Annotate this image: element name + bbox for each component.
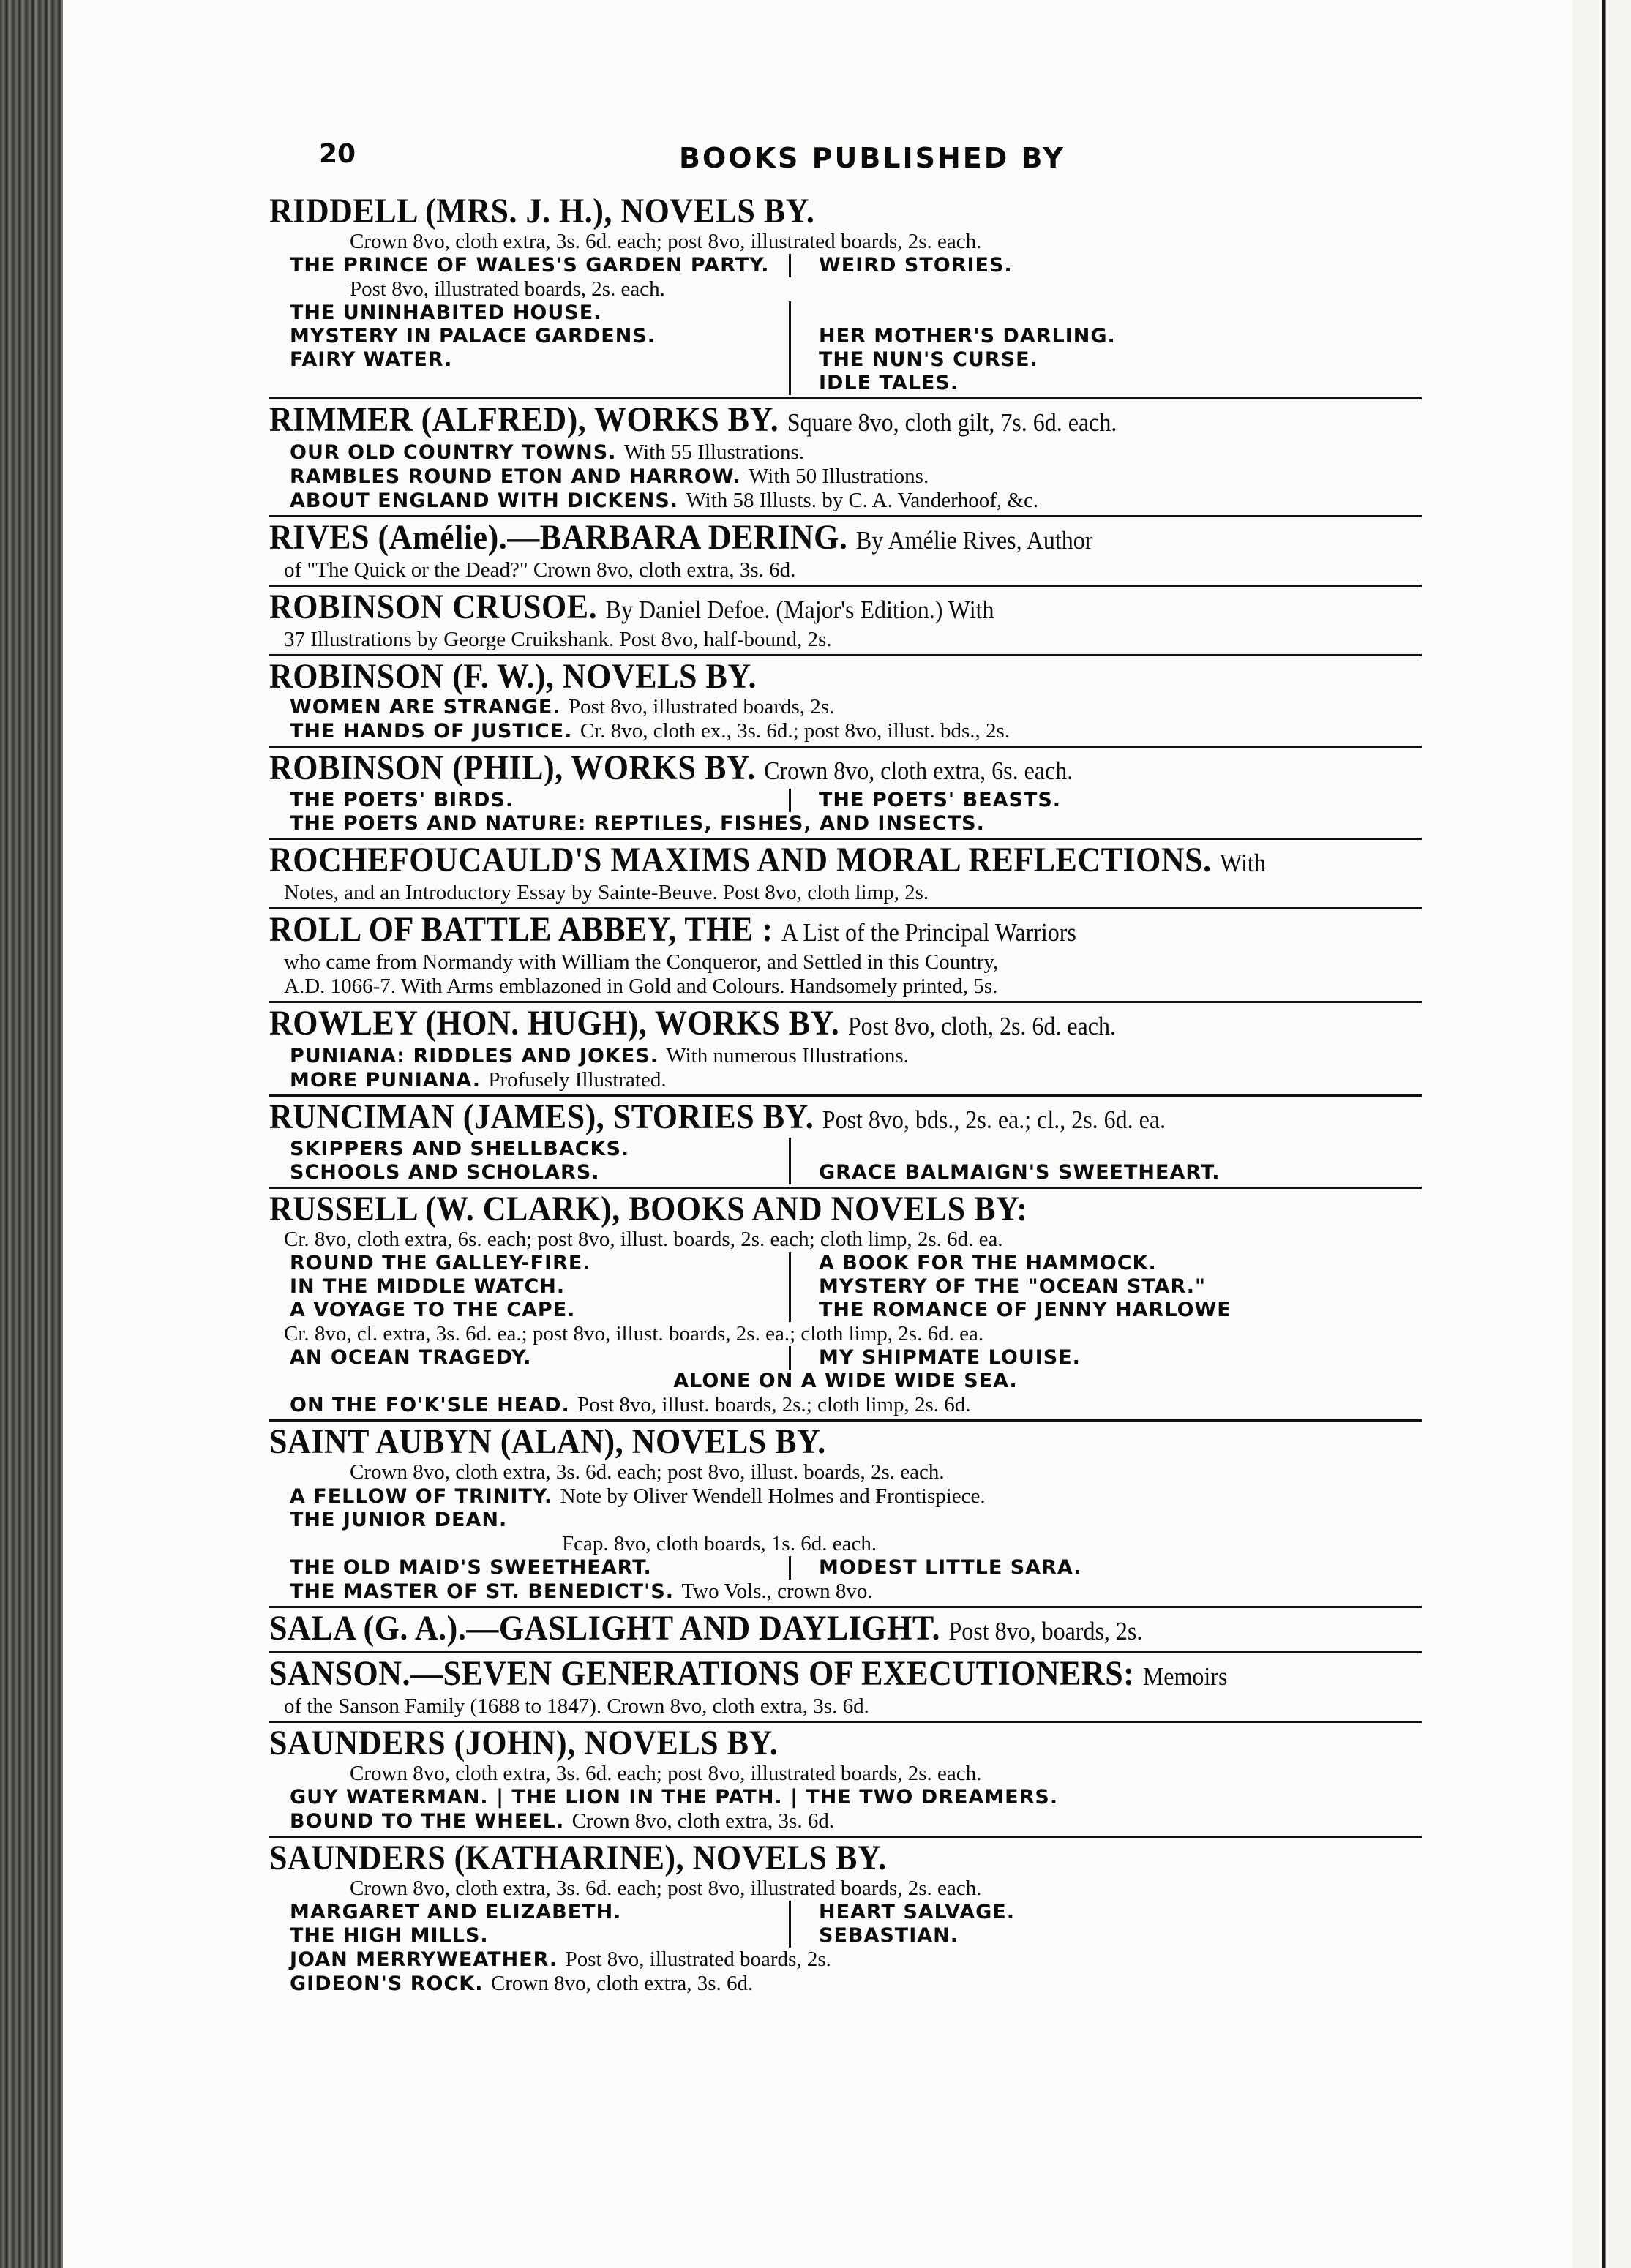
book-title-line xyxy=(269,1948,1422,1972)
book-title-line xyxy=(269,465,1422,489)
book-title: OUR OLD COUNTRY TOWNS. xyxy=(290,441,617,464)
book-title: JOAN MERRYWEATHER. xyxy=(290,1948,558,1971)
entry-heading-text: SAUNDERS (JOHN), NOVELS BY. xyxy=(269,1724,779,1762)
entry-heading-text: ROCHEFOUCAULD'S MAXIMS AND MORAL REFLECTIONS. xyxy=(269,840,1212,879)
entry-heading-text: RIDDELL (MRS. J. H.), NOVELS BY. xyxy=(269,192,815,230)
entry-heading xyxy=(269,192,1422,231)
entry-heading xyxy=(269,1422,1422,1462)
titles-right-column xyxy=(791,1901,1015,1948)
entry-description: 37 Illustrations by George Cruikshank. Post 8vo, half-bound, 2s. xyxy=(284,628,832,651)
entry-heading-text: RUSSELL (W. CLARK), BOOKS AND NOVELS BY: xyxy=(269,1190,1028,1228)
catalogue-entry xyxy=(269,1610,1422,1653)
book-title: ON THE FO'K'SLE HEAD. xyxy=(290,1394,570,1416)
book-title: AN OCEAN TRAGEDY. xyxy=(290,1346,532,1369)
book-title: ABOUT ENGLAND WITH DICKENS. xyxy=(290,489,679,512)
book-title-line xyxy=(269,440,1422,465)
book-title: THE HIGH MILLS. xyxy=(290,1924,489,1947)
catalogue-page xyxy=(269,139,1422,2217)
book-title: THE HANDS OF JUSTICE. xyxy=(290,720,573,743)
book-title: THE POETS AND NATURE: REPTILES, FISHES, AND INSECTS. xyxy=(290,812,985,835)
book-title-details: Post 8vo, illustrated boards, 2s. xyxy=(565,1948,831,1971)
entry-note: Crown 8vo, cloth extra, 3s. 6d. each; post 8vo, illustrated boards, 2s. each. xyxy=(350,230,982,253)
book-title-line xyxy=(269,1393,1422,1417)
catalogue-entry xyxy=(269,1005,1422,1097)
titles-right-column xyxy=(791,1252,1231,1322)
book-binding-right xyxy=(1572,0,1631,2268)
titles-left-column xyxy=(269,301,791,395)
entry-heading-text: RUNCIMAN (JAMES), STORIES BY. xyxy=(269,1097,814,1136)
entry-heading-tail: Memoirs xyxy=(1142,1661,1228,1691)
book-title-line xyxy=(269,812,1422,836)
book-title: RAMBLES ROUND ETON AND HARROW. xyxy=(290,465,741,488)
entry-heading xyxy=(269,1609,1422,1651)
entry-heading-tail: With xyxy=(1220,848,1266,877)
book-title: THE POETS' BIRDS. xyxy=(290,789,514,811)
entry-note: Crown 8vo, cloth extra, 3s. 6d. each; post 8vo, illustrated boards, 2s. each. xyxy=(350,1877,982,1900)
book-title: ALONE ON A WIDE WIDE SEA. xyxy=(673,1370,1018,1392)
titles-left-column xyxy=(269,1556,791,1580)
two-column-titles xyxy=(269,1556,1422,1580)
book-title: WEIRD STORIES. xyxy=(819,254,1013,277)
entry-description: of the Sanson Family (1688 to 1847). Crown 8vo, cloth extra, 3s. 6d. xyxy=(284,1694,869,1718)
catalogue-entry xyxy=(269,842,1422,909)
entry-heading-text: ROBINSON CRUSOE. xyxy=(269,587,598,626)
entry-heading xyxy=(269,1190,1422,1229)
book-title-line xyxy=(269,1786,1422,1809)
entry-heading-text: SAINT AUBYN (ALAN), NOVELS BY. xyxy=(269,1422,826,1461)
entry-description: who came from Normandy with William the Conqueror, and Settled in this Country, xyxy=(284,950,999,974)
book-title: WOMEN ARE STRANGE. xyxy=(290,696,561,718)
catalogue-entry xyxy=(269,909,1422,1003)
entry-heading xyxy=(269,748,1422,790)
entry-description: of "The Quick or the Dead?" Crown 8vo, cloth extra, 3s. 6d. xyxy=(284,558,796,582)
titles-left-column xyxy=(269,1346,791,1370)
entry-heading xyxy=(269,400,1422,442)
entry-heading-tail: Post 8vo, cloth, 2s. 6d. each. xyxy=(847,1011,1116,1040)
catalogue-entry xyxy=(269,1840,1422,1998)
titles-left-column xyxy=(269,1252,791,1322)
entry-note: Crown 8vo, cloth extra, 3s. 6d. each; post 8vo, illust. boards, 2s. each. xyxy=(350,1460,945,1484)
entry-heading xyxy=(269,910,1422,952)
book-title: MYSTERY IN PALACE GARDENS. xyxy=(290,325,656,348)
book-title-line xyxy=(269,1044,1422,1068)
book-title: SKIPPERS AND SHELLBACKS. xyxy=(290,1138,630,1160)
book-title: ROUND THE GALLEY-FIRE. xyxy=(290,1252,591,1274)
titles-left-column xyxy=(269,1138,791,1184)
book-binding-left xyxy=(0,0,63,2268)
book-title-details: With 50 Illustrations. xyxy=(749,465,929,488)
entry-heading-tail: Post 8vo, bds., 2s. ea.; cl., 2s. 6d. ea. xyxy=(822,1105,1166,1134)
titles-left-column xyxy=(269,789,791,812)
book-title xyxy=(800,1138,1221,1161)
book-title: SCHOOLS AND SCHOLARS. xyxy=(290,1161,600,1184)
entry-heading-tail: By Amélie Rives, Author xyxy=(855,525,1093,555)
entry-heading xyxy=(269,1654,1422,1696)
book-title: SEBASTIAN. xyxy=(819,1924,959,1947)
entry-heading-tail: A List of the Principal Warriors xyxy=(781,917,1076,947)
entry-heading xyxy=(269,1004,1422,1045)
entry-description: Cr. 8vo, cloth extra, 6s. each; post 8vo, illust. boards, 2s. each; cloth limp, 2s. 6d. ea. xyxy=(284,1228,1003,1251)
book-title: HER MOTHER'S DARLING. xyxy=(819,325,1116,348)
page-number: 20 xyxy=(319,139,356,169)
entry-heading-text: SALA (G. A.).—GASLIGHT AND DAYLIGHT. xyxy=(269,1608,940,1648)
book-title-details: With 58 Illusts. by C. A. Vanderhoof, &c. xyxy=(686,489,1039,512)
entry-description: Cr. 8vo, cl. extra, 3s. 6d. ea.; post 8vo, illust. boards, 2s. ea.; cloth limp, 2s. 6d. ea. xyxy=(284,1322,984,1345)
titles-right-column xyxy=(791,1556,1081,1580)
book-title-line xyxy=(269,1809,1422,1833)
entry-heading-text: RIMMER (ALFRED), WORKS BY. xyxy=(269,399,779,439)
book-title-line xyxy=(269,695,1422,719)
book-title: GRACE BALMAIGN'S SWEETHEART. xyxy=(819,1161,1221,1184)
catalogue-entries xyxy=(269,193,1422,1998)
book-title-details: Cr. 8vo, cloth ex., 3s. 6d.; post 8vo, illust. bds., 2s. xyxy=(580,719,1011,743)
book-title: IN THE MIDDLE WATCH. xyxy=(290,1275,566,1298)
book-title: MY SHIPMATE LOUISE. xyxy=(819,1346,1081,1369)
entry-note: Post 8vo, illustrated boards, 2s. each. xyxy=(350,277,665,301)
book-title-details: Profusely Illustrated. xyxy=(488,1068,667,1092)
entry-heading xyxy=(269,1724,1422,1763)
two-column-titles xyxy=(269,254,1422,277)
entry-heading-text: ROLL OF BATTLE ABBEY, THE : xyxy=(269,909,773,949)
book-title: MYSTERY OF THE "OCEAN STAR." xyxy=(819,1275,1207,1298)
two-column-titles xyxy=(269,1901,1422,1948)
titles-right-column xyxy=(791,1346,1081,1370)
book-title-details: With 55 Illustrations. xyxy=(623,440,804,464)
catalogue-entry xyxy=(269,589,1422,656)
two-column-titles xyxy=(269,301,1422,395)
two-column-titles xyxy=(269,1252,1422,1322)
book-title-line xyxy=(269,1509,1422,1532)
book-title: MARGARET AND ELIZABETH. xyxy=(290,1901,622,1923)
entry-heading xyxy=(269,518,1422,560)
two-column-titles xyxy=(269,789,1422,812)
book-title: HEART SALVAGE. xyxy=(819,1901,1015,1923)
book-title: THE PRINCE OF WALES'S GARDEN PARTY. xyxy=(290,254,770,277)
titles-right-column xyxy=(791,301,1116,395)
entry-heading-tail: Post 8vo, boards, 2s. xyxy=(948,1616,1143,1645)
book-title: THE MASTER OF ST. BENEDICT'S. xyxy=(290,1580,675,1603)
book-title-details: Crown 8vo, cloth extra, 3s. 6d. xyxy=(490,1972,754,1995)
entry-heading xyxy=(269,1839,1422,1878)
book-title-details: With numerous Illustrations. xyxy=(666,1044,909,1067)
book-title-details: Note by Oliver Wendell Holmes and Frontispiece. xyxy=(560,1484,986,1508)
book-title: MORE PUNIANA. xyxy=(290,1069,481,1092)
entry-heading-tail: By Daniel Defoe. (Major's Edition.) With xyxy=(605,595,994,624)
book-title: IDLE TALES. xyxy=(819,372,959,394)
book-title-line xyxy=(269,1484,1422,1509)
entry-heading xyxy=(269,841,1422,882)
catalogue-entry xyxy=(269,658,1422,748)
catalogue-entry xyxy=(269,1653,1422,1723)
catalogue-entry xyxy=(269,519,1422,587)
two-column-titles xyxy=(269,1346,1422,1370)
titles-left-column xyxy=(269,254,791,277)
book-title: THE UNINHABITED HOUSE. xyxy=(290,301,602,324)
book-title-line xyxy=(269,1972,1422,1996)
book-title-line xyxy=(269,489,1422,513)
book-title-details: Crown 8vo, cloth extra, 3s. 6d. xyxy=(571,1809,835,1833)
entry-note: Fcap. 8vo, cloth boards, 1s. 6d. each. xyxy=(562,1532,877,1555)
catalogue-entry xyxy=(269,1725,1422,1838)
book-title: GUY WATERMAN. | THE LION IN THE PATH. | THE TWO DREAMERS. xyxy=(290,1786,1059,1809)
book-title: A FELLOW OF TRINITY. xyxy=(290,1485,553,1508)
titles-right-column xyxy=(791,1138,1221,1184)
entry-description: Notes, and an Introductory Essay by Sainte-Beuve. Post 8vo, cloth limp, 2s. xyxy=(284,881,929,904)
entry-heading-text: ROWLEY (HON. HUGH), WORKS BY. xyxy=(269,1003,840,1043)
entry-heading-text: SAUNDERS (KATHARINE), NOVELS BY. xyxy=(269,1839,887,1877)
running-head: BOOKS PUBLISHED BY xyxy=(679,142,1065,174)
book-title-line xyxy=(269,719,1422,743)
catalogue-entry xyxy=(269,193,1422,399)
entry-heading-text: ROBINSON (F. W.), NOVELS BY. xyxy=(269,657,757,696)
book-title xyxy=(800,301,1116,325)
entry-note: Crown 8vo, cloth extra, 3s. 6d. each; post 8vo, illustrated boards, 2s. each. xyxy=(350,1762,982,1785)
book-title-details: Post 8vo, illustrated boards, 2s. xyxy=(569,695,835,718)
entry-heading xyxy=(269,1097,1422,1139)
book-title: GIDEON'S ROCK. xyxy=(290,1972,484,1995)
catalogue-entry xyxy=(269,750,1422,840)
book-title: FAIRY WATER. xyxy=(290,348,453,371)
entry-heading-text: SANSON.—SEVEN GENERATIONS OF EXECUTIONERS: xyxy=(269,1653,1135,1693)
two-column-titles xyxy=(269,1138,1422,1184)
book-title: A BOOK FOR THE HAMMOCK. xyxy=(819,1252,1157,1274)
catalogue-entry xyxy=(269,1099,1422,1189)
book-title: THE ROMANCE OF JENNY HARLOWE xyxy=(819,1299,1231,1321)
entry-heading xyxy=(269,657,1422,696)
titles-left-column xyxy=(269,1901,791,1948)
catalogue-entry xyxy=(269,399,1422,517)
book-title: THE POETS' BEASTS. xyxy=(819,789,1062,811)
book-title: BOUND TO THE WHEEL. xyxy=(290,1810,565,1833)
titles-right-column xyxy=(791,789,1061,812)
entry-heading-tail: Crown 8vo, cloth extra, 6s. each. xyxy=(764,756,1073,785)
entry-heading xyxy=(269,587,1422,629)
entry-description: A.D. 1066-7. With Arms emblazoned in Gold and Colours. Handsomely printed, 5s. xyxy=(284,975,998,998)
catalogue-entry xyxy=(269,1191,1422,1422)
book-title-line xyxy=(269,1580,1422,1604)
entry-heading-text: ROBINSON (PHIL), WORKS BY. xyxy=(269,748,756,787)
book-title-details: Two Vols., crown 8vo. xyxy=(681,1580,873,1603)
page-header xyxy=(269,139,1422,183)
book-title: THE JUNIOR DEAN. xyxy=(290,1509,508,1531)
book-title: PUNIANA: RIDDLES AND JOKES. xyxy=(290,1045,659,1067)
book-title: THE OLD MAID'S SWEETHEART. xyxy=(290,1556,652,1579)
titles-right-column xyxy=(791,254,1013,277)
book-title: THE NUN'S CURSE. xyxy=(819,348,1038,371)
book-title: MODEST LITTLE SARA. xyxy=(819,1556,1082,1579)
book-title-details: Post 8vo, illust. boards, 2s.; cloth limp, 2s. 6d. xyxy=(577,1393,971,1416)
book-title-line xyxy=(269,1068,1422,1092)
entry-heading-text: RIVES (Amélie).—BARBARA DERING. xyxy=(269,517,848,557)
entry-heading-tail: Square 8vo, cloth gilt, 7s. 6d. each. xyxy=(787,408,1117,437)
book-title: A VOYAGE TO THE CAPE. xyxy=(290,1299,576,1321)
catalogue-entry xyxy=(269,1424,1422,1608)
